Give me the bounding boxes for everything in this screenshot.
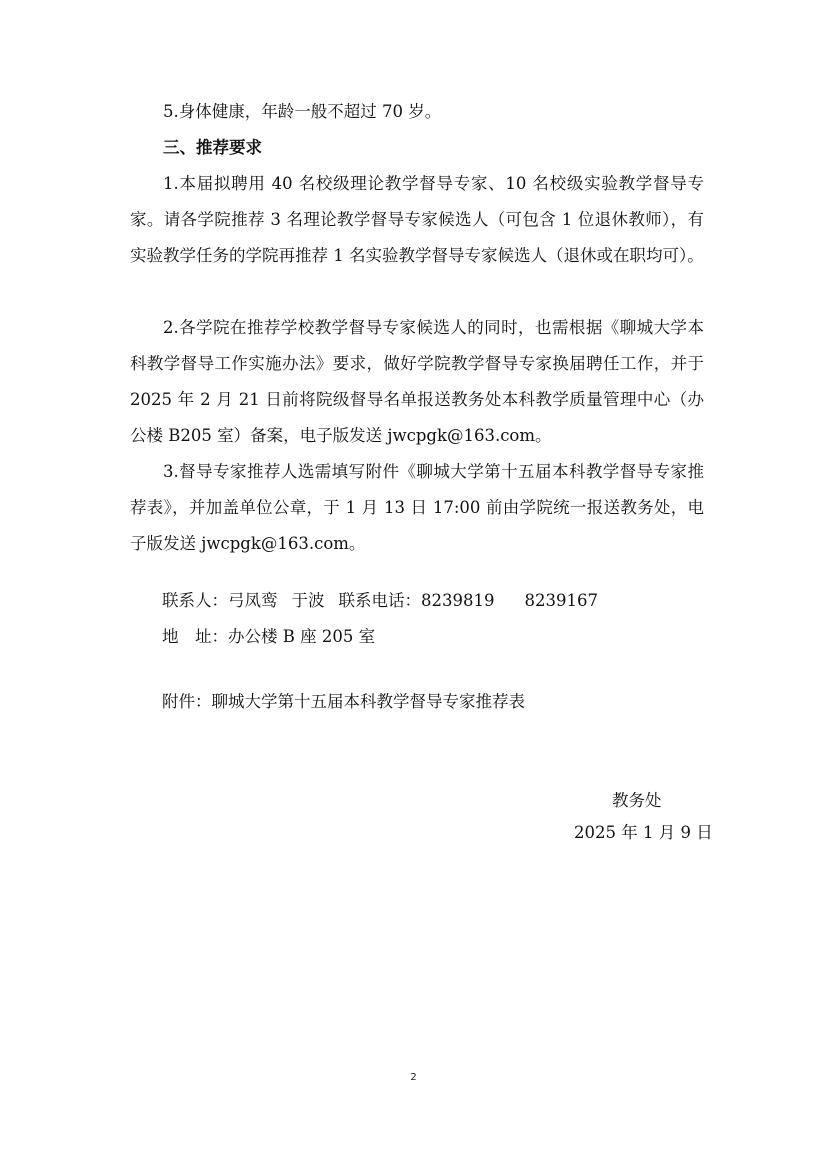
contact-person-2: 于波 bbox=[291, 591, 325, 610]
section-3-heading: 三、推荐要求 bbox=[163, 138, 262, 157]
phone-label: 联系电话： bbox=[338, 591, 421, 610]
address-label: 地 址： bbox=[162, 627, 228, 646]
attachment-title: 聊城大学第十五届本科教学督导专家推荐表 bbox=[211, 692, 525, 711]
address-value: 办公楼 B 座 205 室 bbox=[228, 627, 376, 646]
criteria-item-5: 5.身体健康，年龄一般不超过 70 岁。 bbox=[163, 102, 442, 121]
requirement-3: 3.督导专家推荐人选需填写附件《聊城大学第十五届本科教学督导专家推荐表》，并加盖单位公章，于 1 月 13 日 17:00 前由学院统一报送教务处，电子版发送 jwcpgk@163.com。 bbox=[130, 462, 704, 553]
address-line bbox=[162, 619, 375, 655]
phone-2: 8239167 bbox=[524, 591, 598, 610]
signature-date: 2025 年 1 月 9 日 bbox=[574, 823, 713, 842]
attachment-line bbox=[162, 684, 525, 720]
requirement-1: 1.本届拟聘用 40 名校级理论教学督导专家、10 名校级实验教学督导专家。请各学院推荐 3 名理论教学督导专家候选人（可包含 1 位退休教师），有实验教学任务的学院再推荐 1 名实验教学督导专家候选人（退休或在职均可）。 bbox=[130, 174, 704, 265]
attachment-label: 附件： bbox=[162, 692, 212, 711]
page-number: 2 bbox=[410, 1072, 417, 1083]
signature-org: 教务处 bbox=[612, 791, 662, 810]
requirement-2: 2.各学院在推荐学校教学督导专家候选人的同时，也需根据《聊城大学本科教学督导工作实施办法》要求，做好学院教学督导专家换届聘任工作，并于 2025 年 2 月 21 日前将院级督导名单报送教务处本科教学质量管理中心（办公楼 B205 室）备案，电子版发送 jwcpgk@163.com。 bbox=[130, 318, 704, 445]
phone-1: 8239819 bbox=[421, 591, 495, 610]
contact-person-1: 弓凤鸾 bbox=[228, 591, 278, 610]
contact-label: 联系人： bbox=[162, 591, 228, 610]
contact-line bbox=[162, 583, 598, 619]
